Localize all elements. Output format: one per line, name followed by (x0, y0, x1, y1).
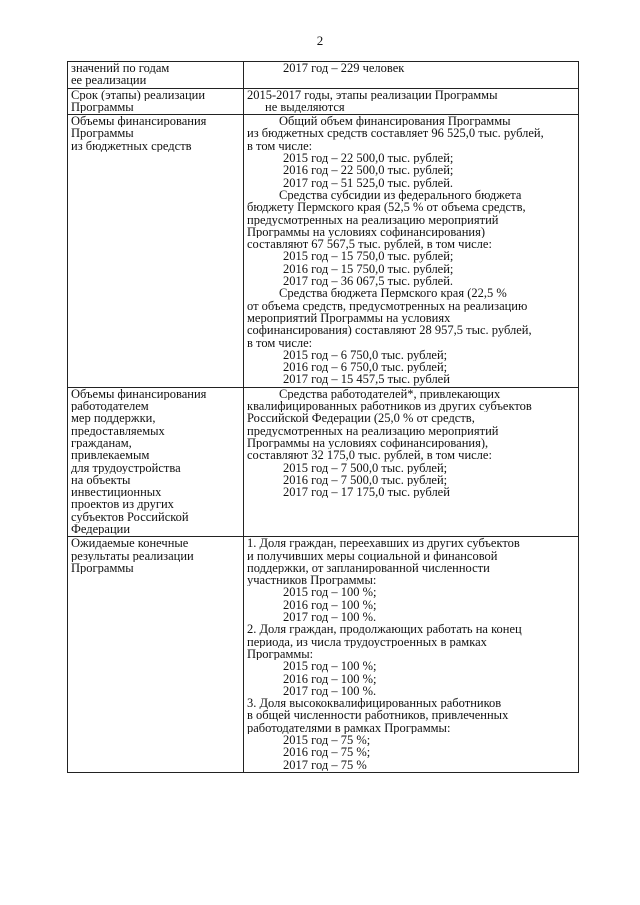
value-line: 3. Доля высококвалифицированных работников (247, 697, 502, 710)
label-line: Программы (71, 561, 134, 575)
value-line: 2017 год – 100 %. (283, 684, 377, 698)
value-line: Общий объем финансирования Программы (279, 115, 511, 128)
value-line: в общей численности работников, привлеченных (247, 709, 509, 722)
passport-row (68, 537, 579, 773)
row-value-cell (244, 387, 579, 537)
label-line: гражданам, (71, 436, 132, 450)
value-line: бюджету Пермского края (52,5 % от объема средств, (247, 201, 526, 214)
value-line: Средства работодателей*, привлекающих (279, 387, 501, 401)
label-line: результаты реализации (71, 549, 194, 562)
value-line: работодателями в рамках Программы: (247, 721, 451, 735)
value-line: 2015 год – 7 500,0 тыс. рублей; (283, 461, 448, 474)
row-label-cell (68, 537, 244, 773)
value-line: 2015 год – 75 %; (283, 734, 371, 747)
label-line: из бюджетных средств (71, 139, 192, 153)
row-value-cell (244, 115, 579, 388)
label-line: Объемы финансирования (71, 115, 207, 128)
value-line: поддержки, от запланированной численности (247, 561, 490, 575)
label-line: для трудоустройства (71, 461, 181, 474)
value-line: 2017 год – 100 %. (283, 611, 377, 624)
passport-row (68, 62, 579, 89)
page-number: 2 (316, 33, 324, 48)
value-line: Программы на условиях софинансирования), (247, 436, 489, 450)
value-line: и получивших меры социальной и финансовой (247, 549, 498, 562)
row-label-cell (68, 62, 244, 89)
value-line: периода, из числа трудоустроенных в рамках (247, 635, 487, 648)
label-line: значений по годам (71, 62, 170, 75)
value-line: 2015-2017 годы, этапы реализации Программы (247, 88, 498, 101)
value-line: Средства субсидии из федерального бюджета (279, 188, 522, 202)
value-line: 2017 год – 51 525,0 тыс. рублей. (283, 176, 454, 189)
label-line: привлекаемым (71, 449, 150, 462)
value-line: 2015 год – 15 750,0 тыс. рублей; (283, 250, 454, 263)
value-line: 2015 год – 100 %; (283, 660, 377, 673)
row-value-cell (244, 537, 579, 773)
value-line: мероприятий Программы на условиях (247, 311, 451, 325)
row-value-cell (244, 88, 579, 115)
label-line: мер поддержки, (71, 412, 156, 425)
label-line: работодателем (71, 400, 149, 413)
value-line: 2016 год – 100 %; (283, 598, 377, 612)
label-line: Срок (этапы) реализации (71, 88, 206, 101)
row-label-cell (68, 88, 244, 115)
passport-row (68, 115, 579, 388)
passport-row (68, 88, 579, 115)
value-line: Программы на условиях софинансирования) (247, 225, 485, 239)
program-passport-table (67, 61, 579, 773)
value-line: 2016 год – 15 750,0 тыс. рублей; (283, 262, 454, 276)
value-line: предусмотренных на реализацию мероприятий (247, 424, 499, 437)
value-line: 2016 год – 22 500,0 тыс. рублей; (283, 164, 454, 177)
value-line: 2015 год – 100 %; (283, 586, 377, 599)
value-line: Средства бюджета Пермского края (22,5 % (279, 287, 507, 300)
value-line: 2017 год – 17 175,0 тыс. рублей (283, 486, 450, 499)
passport-row (68, 387, 579, 537)
value-line: 2016 год – 100 %; (283, 672, 377, 685)
value-line: 2017 год – 15 457,5 тыс. рублей (283, 373, 450, 386)
passport-table-body (68, 62, 579, 773)
value-line: составляют 32 175,0 тыс. рублей, в том числе: (247, 449, 492, 462)
label-line: Ожидаемые конечные (71, 537, 189, 550)
value-line: квалифицированных работников из других субъектов (247, 400, 532, 413)
value-line: 2016 год – 6 750,0 тыс. рублей; (283, 361, 448, 374)
label-line: Федерации (71, 522, 131, 536)
value-line: от объема средств, предусмотренных на реализацию (247, 299, 528, 312)
value-line: 2017 год – 75 % (283, 758, 367, 771)
row-label-cell (68, 387, 244, 537)
value-line: участников Программы: (247, 574, 377, 587)
value-line: 2016 год – 7 500,0 тыс. рублей; (283, 473, 448, 487)
label-line: Программы (71, 100, 134, 114)
value-line: 2015 год – 6 750,0 тыс. рублей; (283, 348, 448, 362)
value-line: софинансирования) составляют 28 957,5 тыс. рублей, (247, 324, 532, 337)
label-line: Объемы финансирования (71, 387, 207, 401)
label-line: проектов из других (71, 498, 174, 511)
value-line: 1. Доля граждан, переехавших из других субъектов (247, 537, 520, 550)
value-line: 2. Доля граждан, продолжающих работать на конец (247, 623, 522, 636)
value-line: 2017 год – 229 человек (283, 62, 405, 75)
row-label-cell (68, 115, 244, 388)
value-line: 2015 год – 22 500,0 тыс. рублей; (283, 152, 454, 165)
label-line: на объекты (71, 473, 131, 487)
value-line: из бюджетных средств составляет 96 525,0 тыс. рублей, (247, 127, 544, 140)
label-line: субъектов Российской (71, 510, 189, 523)
label-line: предоставляемых (71, 424, 165, 437)
value-line: не выделяются (265, 100, 345, 114)
value-line: в том числе: (247, 336, 313, 349)
label-line: ее реализации (71, 74, 147, 87)
value-line: 2016 год – 75 %; (283, 746, 371, 759)
value-line: предусмотренных на реализацию мероприятий (247, 213, 499, 226)
value-line: Российской Федерации (25,0 % от средств, (247, 412, 475, 425)
label-line: инвестиционных (71, 486, 162, 499)
value-line: 2017 год – 36 067,5 тыс. рублей. (283, 275, 454, 288)
value-line: в том числе: (247, 139, 313, 153)
value-line: Программы: (247, 647, 314, 661)
value-line: составляют 67 567,5 тыс. рублей, в том числе: (247, 238, 492, 251)
label-line: Программы (71, 127, 134, 140)
row-value-cell (244, 62, 579, 89)
